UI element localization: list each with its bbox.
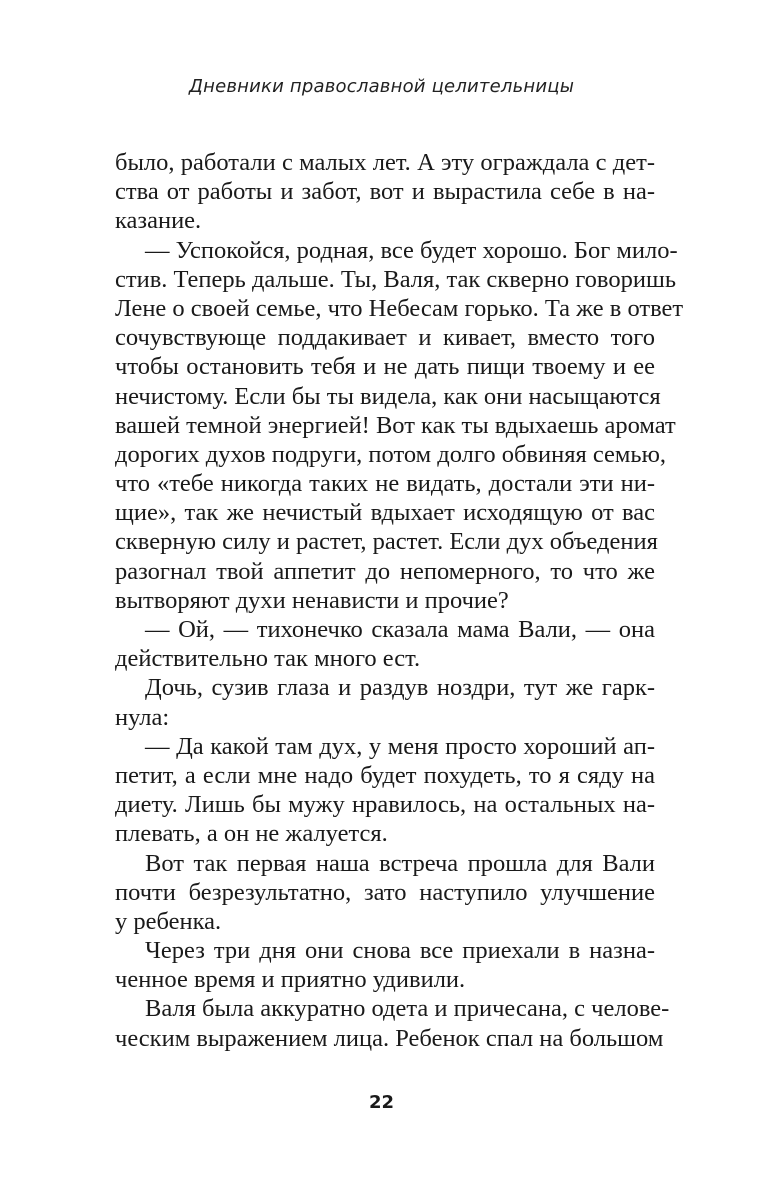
text-line: — Ой, — тихонечко сказала мама Вали, — она	[145, 616, 655, 643]
text-line: ческим выражением лица. Ребенок спал на большом	[115, 1024, 664, 1052]
text-line: разогнал твой аппетит до непомерного, то что же	[115, 557, 655, 585]
text-line: петит, а если мне надо будет похудеть, то я сяду на	[115, 761, 655, 789]
text-line: у ребенка.	[115, 907, 222, 935]
text-line: щие», так же нечистый вдыхает исходящую от вас	[115, 499, 655, 527]
text-line: дорогих духов подруги, потом долго обвиняя семью,	[115, 440, 667, 468]
text-line: — Успокойся, родная, все будет хорошо. Бог мило-	[145, 236, 678, 264]
text-line: действительно так много ест.	[115, 645, 421, 673]
text-line: что «тебе никогда таких не видать, достали эти ни-	[115, 470, 655, 498]
page-number: 22	[368, 1092, 395, 1113]
text-line: Дочь, сузив глаза и раздув ноздри, тут же гарк-	[145, 674, 655, 702]
text-line: ченное время и приятно удивили.	[115, 966, 466, 994]
text-line: диету. Лишь бы мужу нравилось, на остальных на-	[115, 791, 655, 819]
text-line: — Да какой там дух, у меня просто хороший ап-	[145, 732, 655, 760]
text-line: было, работали с малых лет. А эту ограждала с дет-	[115, 149, 655, 176]
text-line: ства от работы и забот, вот и вырастила себе в на-	[115, 178, 655, 206]
text-line: сочувствующе поддакивает и кивает, вместо того	[115, 324, 655, 352]
text-line: скверную силу и растет, растет. Если дух объедения	[115, 528, 658, 556]
text-line: вытворяют духи ненависти и прочие?	[115, 586, 509, 614]
text-line: Вот так первая наша встреча прошла для Вали	[145, 849, 655, 877]
text-line: Лене о своей семье, что Небесам горько. Та же в ответ	[115, 294, 684, 322]
text-line: казание.	[115, 207, 202, 235]
text-line: вашей темной энергией! Вот как ты вдыхаешь аромат	[115, 411, 676, 439]
text-line: почти безрезультатно, зато наступило улучшение	[115, 878, 655, 906]
text-line: нечистому. Если бы ты видела, как они насыщаются	[115, 382, 661, 410]
body-text	[115, 148, 684, 1053]
text-line: чтобы остановить тебя и не дать пищи твоему и ее	[115, 353, 655, 381]
text-line: Через три дня они снова все приехали в назна-	[145, 937, 655, 965]
text-line: стив. Теперь дальше. Ты, Валя, так скверно говоришь	[115, 265, 676, 293]
text-line: плевать, а он не жалуется.	[115, 820, 388, 848]
text-line: Валя была аккуратно одета и причесана, с челове-	[145, 995, 670, 1023]
running-header: Дневники православной целительницы	[188, 76, 575, 97]
text-line: нула:	[115, 703, 170, 731]
